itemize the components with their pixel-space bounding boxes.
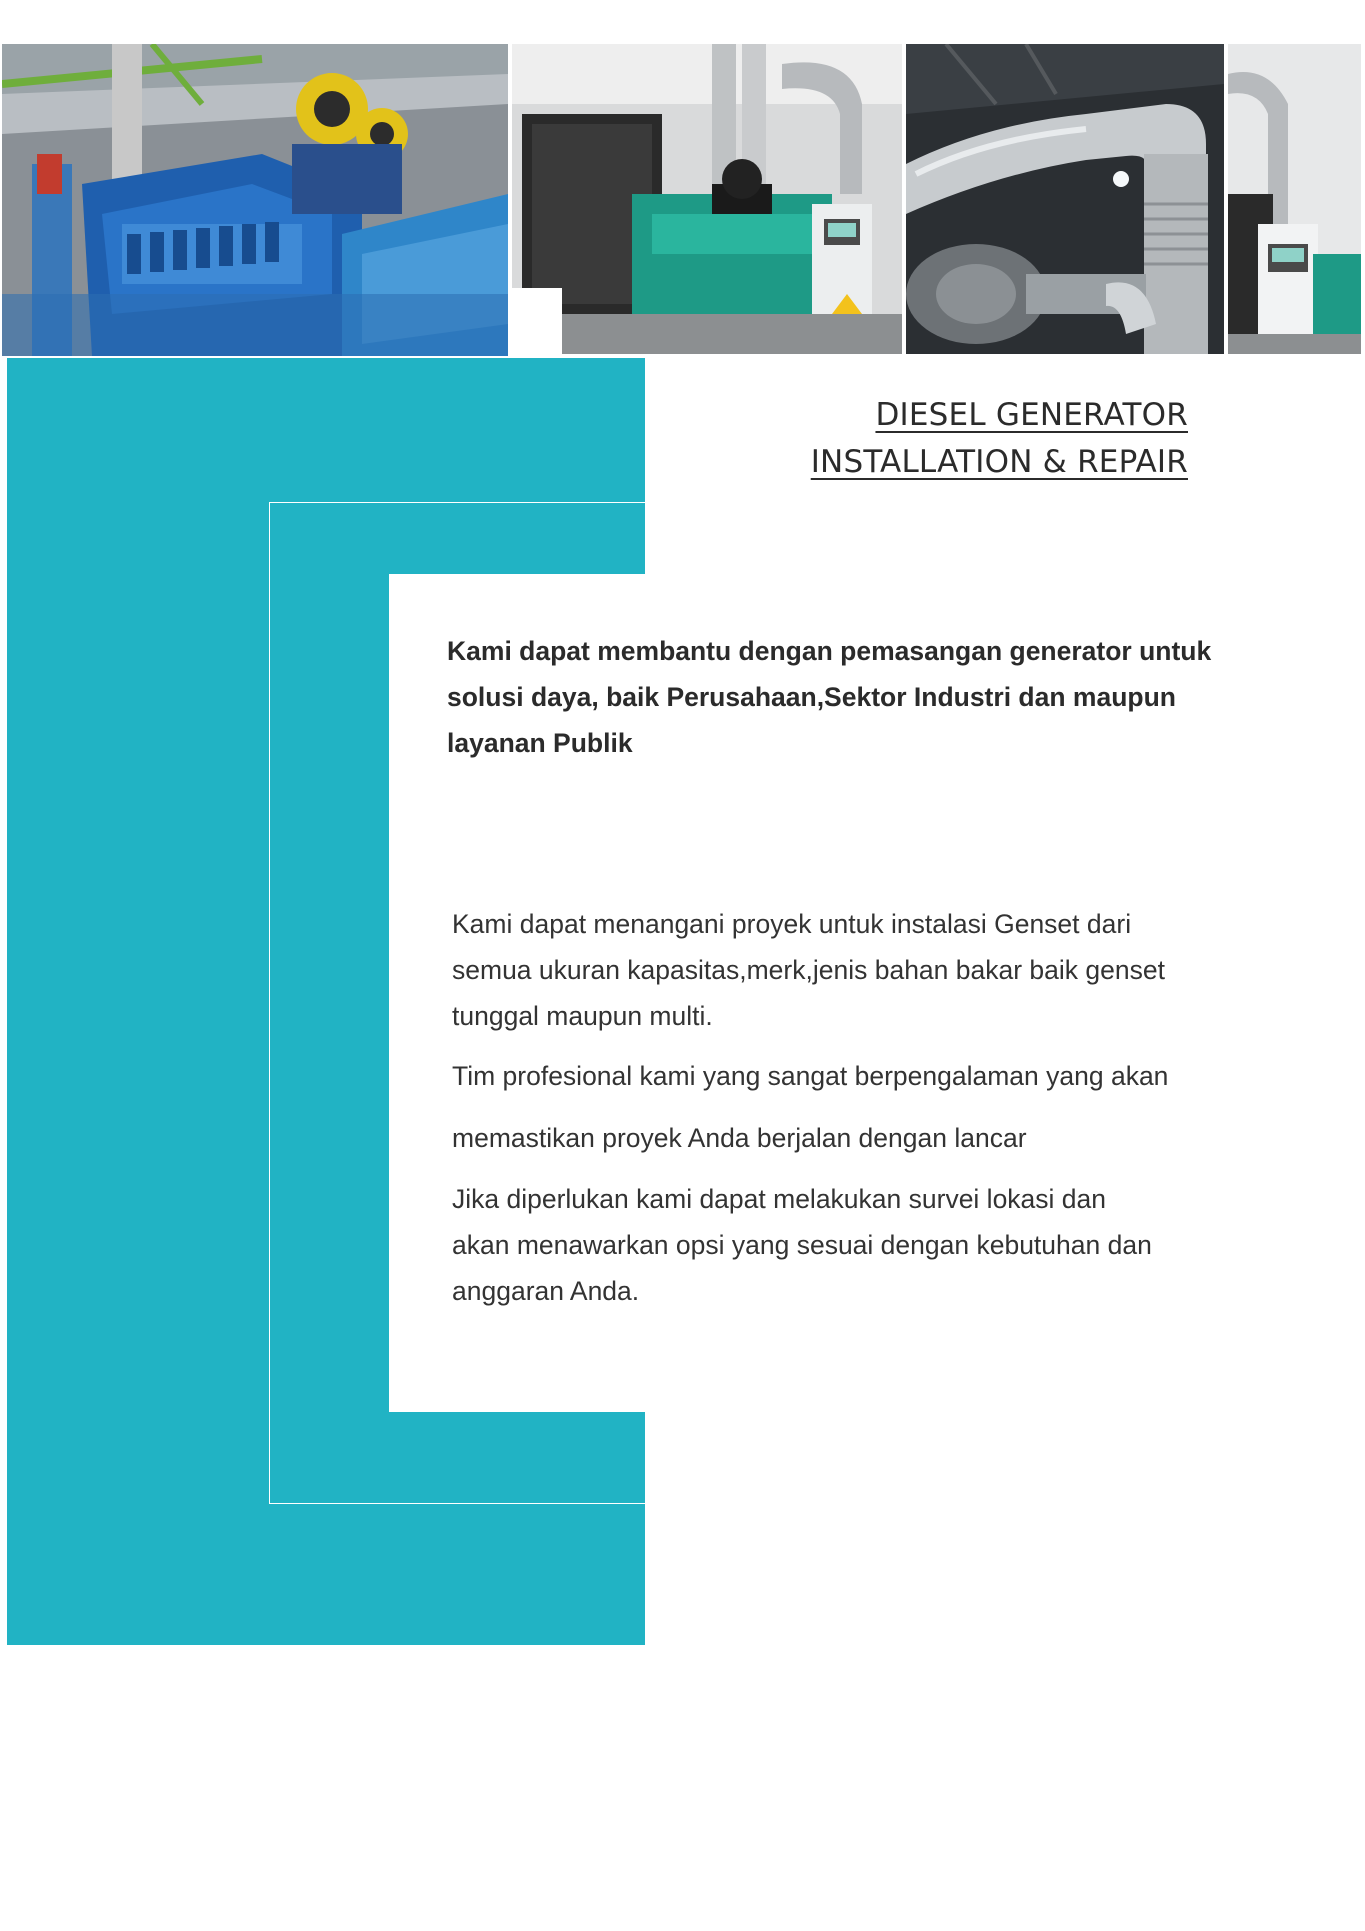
paragraph-line: Jika diperlukan kami dapat melakukan survei lokasi dan [452,1184,1107,1214]
title-line-1: DIESEL GENERATOR [875,397,1188,433]
blue-diesel-engine-photo [2,44,508,356]
body-paragraph-assurance [452,1115,1252,1161]
body-paragraph-team [452,1053,1252,1099]
body-paragraph-project [452,901,1252,1039]
title-line-2: INSTALLATION & REPAIR [810,444,1188,480]
exhaust-piping-photo [906,44,1224,354]
intro-line: Kami dapat membantu dengan pemasangan generator [447,636,1132,666]
paragraph-line: akan menawarkan opsi yang sesuai dengan kebutuhan dan [452,1230,1152,1260]
paragraph-line: tunggal maupun multi. [452,1001,713,1031]
generator-control-panel-photo [1228,44,1361,354]
intro-paragraph [447,628,1247,766]
page-title [811,392,1188,486]
paragraph-line: Tim profesional kami yang sangat berpengalaman yang akan [452,1061,1169,1091]
paragraph-line: Kami dapat menangani proyek untuk instalasi Genset dari [452,909,1132,939]
intro-line: untuk solusi daya, baik Perusahaan,Sektor Industri dan [447,636,1212,712]
paragraph-line: memastikan proyek Anda berjalan dengan lancar [452,1123,1027,1153]
photo-strip-notch [512,288,562,358]
paragraph-line: anggaran Anda. [452,1276,640,1306]
body-paragraph-survey [452,1176,1252,1314]
intro-line: maupun layanan Publik [447,682,1176,758]
green-generator-set-photo [512,44,902,354]
paragraph-line: semua ukuran kapasitas,merk,jenis bahan bakar baik genset [452,955,1165,985]
